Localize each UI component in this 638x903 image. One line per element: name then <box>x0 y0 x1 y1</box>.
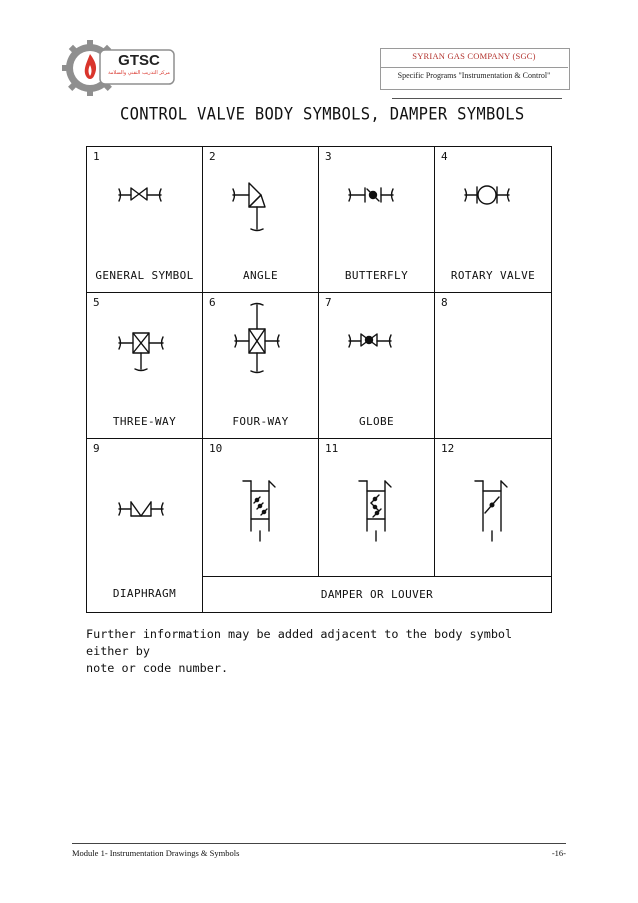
cell-label: GENERAL SYMBOL <box>95 269 194 282</box>
cell-label: ANGLE <box>242 269 279 282</box>
note-line-2: note or code number. <box>86 661 229 675</box>
damper-single-blade-icon <box>471 479 515 543</box>
cell-damper-10 <box>203 439 319 577</box>
cell-angle <box>203 147 319 293</box>
cell-number: 1 <box>93 150 100 163</box>
butterfly-valve-icon <box>347 183 407 203</box>
cell-damper-12 <box>435 439 551 577</box>
four-way-valve-icon <box>233 301 293 385</box>
cell-number: 8 <box>441 296 448 309</box>
cell-four-way <box>203 293 319 439</box>
cell-number: 3 <box>325 150 332 163</box>
cell-label: BUTTERFLY <box>344 269 409 282</box>
cell-diaphragm <box>87 439 203 612</box>
logo-text: GTSC <box>118 52 160 69</box>
logo-subtext: مركز التدريب التقني والسلامة <box>108 70 170 76</box>
cell-number: 6 <box>209 296 216 309</box>
cell-butterfly <box>319 147 435 293</box>
angle-valve-icon <box>231 177 291 241</box>
footer-divider <box>72 843 566 844</box>
damper-parallel-icon <box>239 479 283 543</box>
cell-globe <box>319 293 435 439</box>
cell-number: 12 <box>441 442 455 455</box>
cell-rotary-valve <box>435 147 551 293</box>
footer-module: Module 1- Instrumentation Drawings & Symbols <box>72 848 240 858</box>
cell-number: 2 <box>209 150 216 163</box>
gtsc-logo <box>60 38 178 98</box>
cell-damper-label <box>203 577 551 612</box>
scan-line <box>392 98 562 99</box>
header-divider <box>380 67 568 68</box>
cell-label: THREE-WAY <box>112 415 177 428</box>
cell-number: 11 <box>325 442 339 455</box>
cell-general-symbol <box>87 147 203 293</box>
note-text <box>86 626 556 677</box>
cell-three-way <box>87 293 203 439</box>
company-name: SYRIAN GAS COMPANY (SGC) <box>412 51 536 61</box>
cell-damper-11 <box>319 439 435 577</box>
damper-label: DAMPER OR LOUVER <box>320 588 434 601</box>
cell-number: 7 <box>325 296 332 309</box>
cell-number: 9 <box>93 442 100 455</box>
three-way-valve-icon <box>117 325 177 385</box>
cell-empty-8 <box>435 293 551 439</box>
symbol-table <box>86 146 552 613</box>
general-valve-icon <box>117 183 177 203</box>
cell-number: 4 <box>441 150 448 163</box>
cell-label: FOUR-WAY <box>232 415 289 428</box>
cell-label: DIAPHRAGM <box>112 587 177 600</box>
damper-opposed-icon <box>355 479 399 543</box>
cell-number: 10 <box>209 442 223 455</box>
page-number: -16- <box>551 848 566 858</box>
note-line-1: Further information may be added adjacent to the body symbol either by <box>86 627 513 658</box>
globe-valve-icon <box>347 329 407 349</box>
diaphragm-valve-icon <box>117 497 177 517</box>
cell-number: 5 <box>93 296 100 309</box>
cell-label: ROTARY VALVE <box>450 269 536 282</box>
page-title: CONTROL VALVE BODY SYMBOLS, DAMPER SYMBOLS <box>120 104 525 124</box>
cell-label: GLOBE <box>358 415 395 428</box>
program-name: Specific Programs "Instrumentation & Control" <box>397 71 551 80</box>
rotary-valve-icon <box>463 179 523 207</box>
